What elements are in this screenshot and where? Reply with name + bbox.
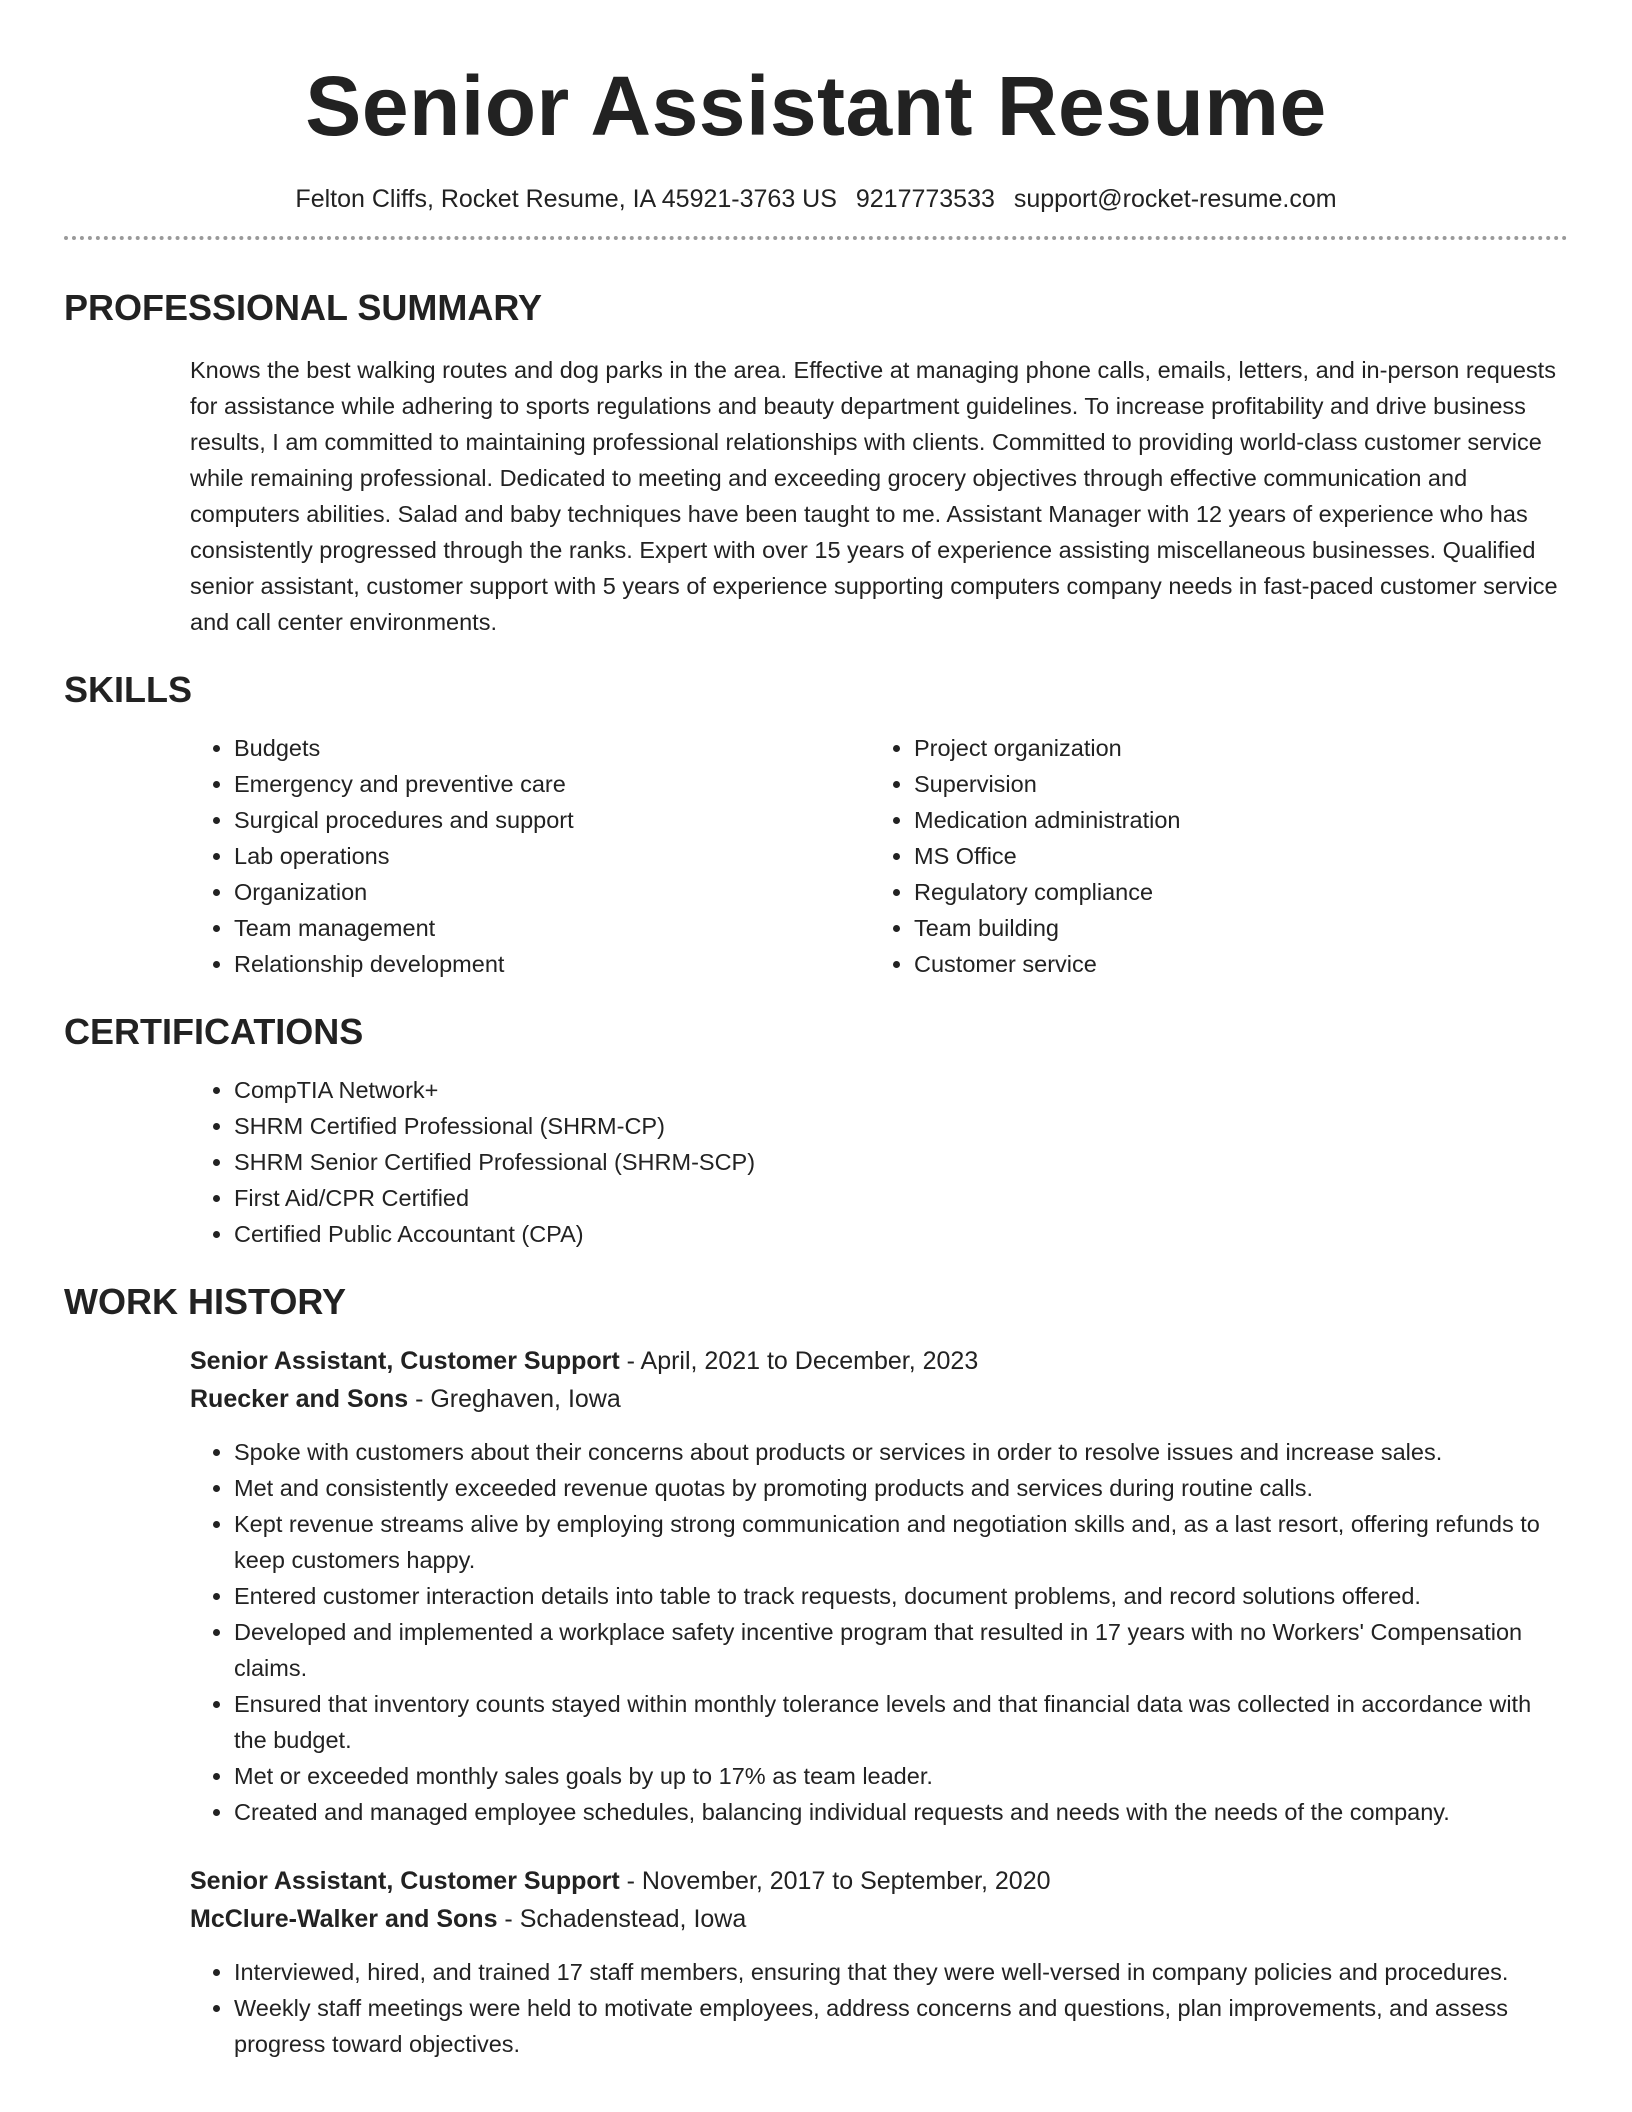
skill-item: • Team building xyxy=(914,910,1550,946)
certifications-block xyxy=(190,1072,1568,1252)
skill-item: • Budgets xyxy=(234,730,870,766)
skill-item: • Customer service xyxy=(914,946,1550,982)
job-duty: • Developed and implemented a workplace safety incentive program that resulted in 17 years with no Workers' Compensation claims. xyxy=(234,1614,1568,1686)
certification-item: • CompTIA Network+ xyxy=(234,1072,1568,1108)
job-duty: • Met or exceeded monthly sales goals by up to 17% as team leader. xyxy=(234,1758,1568,1794)
skill-item: • Team management xyxy=(234,910,870,946)
job-duty: • Weekly staff meetings were held to motivate employees, address concerns and questions, plan improvements, and assess progress toward objectives. xyxy=(234,1990,1568,2062)
skill-item: • Relationship development xyxy=(234,946,870,982)
skill-item: • Project organization xyxy=(914,730,1550,766)
certification-item: • SHRM Senior Certified Professional (SHRM-SCP) xyxy=(234,1144,1568,1180)
job-duty: • Entered customer interaction details into table to track requests, document problems, and record solutions offered. xyxy=(234,1578,1568,1614)
skill-item: • Lab operations xyxy=(234,838,870,874)
job-duty: • Created and managed employee schedules, balancing individual requests and needs with the needs of the company. xyxy=(234,1794,1568,1830)
job-company: McClure-Walker and Sons xyxy=(190,1905,498,1933)
contact-line xyxy=(64,182,1568,216)
contact-address: Felton Cliffs, Rocket Resume, IA 45921-3763 US xyxy=(295,185,837,213)
job-company-line xyxy=(190,1900,1568,1938)
skill-item: • MS Office xyxy=(914,838,1550,874)
certifications-list xyxy=(190,1072,1568,1252)
contact-email: support@rocket-resume.com xyxy=(1013,185,1337,213)
resume-page xyxy=(64,0,1568,2062)
skill-item: • Emergency and preventive care xyxy=(234,766,870,802)
job-duty: • Ensured that inventory counts stayed within monthly tolerance levels and that financial data was collected in accordance with the budget. xyxy=(234,1686,1568,1758)
skill-item: • Supervision xyxy=(914,766,1550,802)
summary-heading: PROFESSIONAL SUMMARY xyxy=(64,287,543,328)
job-duties-list xyxy=(190,1954,1568,2062)
job-duty: • Interviewed, hired, and trained 17 staff members, ensuring that they were well-versed in company policies and procedures. xyxy=(234,1954,1568,1990)
job-duty: • Spoke with customers about their concerns about products or services in order to resolve issues and increase sales. xyxy=(234,1434,1568,1470)
certifications-heading: CERTIFICATIONS xyxy=(64,1011,364,1052)
contact-phone: 9217773533 xyxy=(855,185,995,213)
job-entry xyxy=(190,1862,1568,2062)
job-title: Senior Assistant, Customer Support xyxy=(190,1347,620,1375)
job-location: - Schadenstead, Iowa xyxy=(497,1905,747,1933)
job-title-line xyxy=(190,1342,1568,1380)
job-title: Senior Assistant, Customer Support xyxy=(190,1867,620,1895)
skill-item: • Surgical procedures and support xyxy=(234,802,870,838)
certification-item: • SHRM Certified Professional (SHRM-CP) xyxy=(234,1108,1568,1144)
job-company: Ruecker and Sons xyxy=(190,1385,409,1413)
job-company-line xyxy=(190,1380,1568,1418)
certification-item: • First Aid/CPR Certified xyxy=(234,1180,1568,1216)
skill-item: • Organization xyxy=(234,874,870,910)
skills-list-right xyxy=(870,730,1550,982)
work-history-heading: WORK HISTORY xyxy=(64,1281,347,1322)
job-dates: - April, 2021 to December, 2023 xyxy=(619,1347,979,1375)
skill-item: • Regulatory compliance xyxy=(914,874,1550,910)
job-location: - Greghaven, Iowa xyxy=(408,1385,621,1413)
skills-list-left xyxy=(190,730,870,982)
header-divider xyxy=(64,236,1568,240)
skills-heading: SKILLS xyxy=(64,669,193,710)
job-title-line xyxy=(190,1862,1568,1900)
job-duties-list xyxy=(190,1434,1568,1830)
certification-item: • Certified Public Accountant (CPA) xyxy=(234,1216,1568,1252)
job-duty: • Met and consistently exceeded revenue quotas by promoting products and services during routine calls. xyxy=(234,1470,1568,1506)
skills-columns xyxy=(190,730,1568,982)
resume-title: Senior Assistant Resume xyxy=(305,59,1327,153)
job-entry xyxy=(190,1342,1568,1830)
summary-text: Knows the best walking routes and dog parks in the area. Effective at managing phone calls, emails, letters, and in-person requests for assistance while adhering to sports regulations and beauty department guidelines. To increase profitability and drive business results, I am committed to maintaining professional relationships with clients. Committed to providing world-class customer service while remaining professional. Dedicated to meeting and exceeding grocery objectives through effective communication and computers abilities. Salad and baby techniques have been taught to me. Assistant Manager with 12 years of experience who has consistently progressed through the ranks. Expert with over 15 years of experience assisting miscellaneous businesses. Qualified senior assistant, customer support with 5 years of experience supporting computers company needs in fast-paced customer service and call center environments. xyxy=(190,357,1558,635)
job-duty: • Kept revenue streams alive by employing strong communication and negotiation skills and, as a last resort, offering refunds to keep customers happy. xyxy=(234,1506,1568,1578)
job-dates: - November, 2017 to September, 2020 xyxy=(619,1867,1051,1895)
skill-item: • Medication administration xyxy=(914,802,1550,838)
